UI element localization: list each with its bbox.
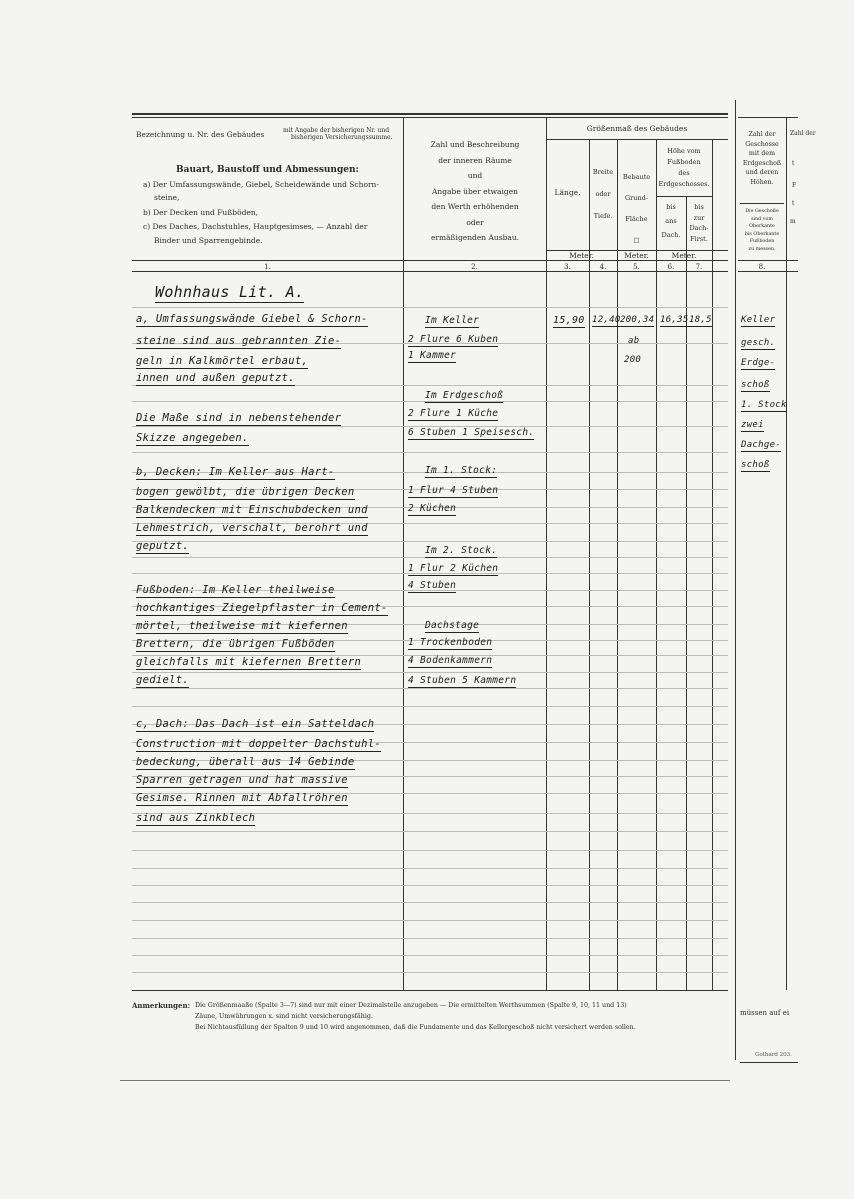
col1-entry-17: gedielt.	[136, 674, 189, 686]
col1-item-c2: Binder und Sparrengebinde.	[154, 236, 263, 245]
col1-item-a: a) Der Umfassungswände, Giebel, Scheidewände und Schorn-	[143, 180, 379, 189]
page-edge	[735, 100, 736, 1060]
col2-entry-4: 2 Flure 1 Küche	[408, 408, 499, 419]
col8-entry-2: Erdge-	[741, 358, 776, 368]
notes-line-3: Bei Nichtausfüllung der Spalten 9 und 10 wird angenommen, daß die Fundamente und das Kellergeschoß nicht versichert werden sollen.	[195, 1024, 636, 1031]
colnum-5: 5.	[633, 263, 640, 271]
height-divider	[656, 196, 712, 197]
rule-0	[132, 307, 728, 308]
entry-area-2: ab	[628, 336, 640, 346]
col8note-line-3: bis Oberkante	[744, 231, 780, 237]
rule-20	[132, 706, 728, 707]
col1-entry-4: innen und außen geputzt.	[136, 372, 295, 384]
right-fragment-2: F	[792, 182, 797, 189]
rule-28	[132, 850, 728, 851]
notes-line-1: Die Größenmaaße (Spalte 3—7) sind nur mit einer Dezimalstelle anzugeben — Die ermittelten Werthsummen (Spalte 9, 10, 11 und 13)	[195, 1002, 627, 1009]
hgrouphead-line-3: Erdgeschosses.	[658, 180, 710, 188]
col1-entry-0: Wohnhaus Lit. A.	[155, 283, 305, 301]
col1-entry-13: hochkantiges Ziegelpflaster in Cement-	[136, 602, 388, 614]
col8note-line-1: sind vom	[751, 216, 773, 222]
col2head-line-6: ermäßigenden Ausbau.	[430, 233, 520, 242]
col1-item-b: b) Der Decken und Fußböden,	[143, 208, 259, 217]
col1-entry-1: a, Umfassungswände Giebel & Schorn-	[136, 313, 368, 325]
right-fragment-4: m	[790, 218, 796, 225]
col1-entry-20: bedeckung, überall aus 14 Gebinde	[136, 756, 355, 768]
col1-entry-21: Sparren getragen und hat massive	[136, 774, 348, 786]
col8note-line-4: Fußboden	[749, 239, 775, 244]
col8head-line-2: mit dem	[748, 150, 776, 157]
entry-width: 12,40	[592, 315, 621, 325]
col6head-line-1: ans	[665, 217, 677, 225]
colnum-3: 3.	[564, 263, 571, 271]
col4head-line-1: oder	[595, 190, 611, 198]
col2head-line-3: Angabe über etwaigen	[432, 186, 518, 196]
col8head-line-1: Geschosse	[745, 140, 779, 148]
right-fragment-1: t	[792, 160, 795, 167]
rule-19	[132, 688, 728, 689]
entry-length: 15,90	[553, 315, 585, 326]
right-top-border	[738, 117, 798, 118]
right-bottom-line	[740, 1062, 798, 1063]
page-fold-line	[120, 1080, 730, 1081]
rule-29	[132, 868, 728, 869]
rule-35	[132, 972, 728, 973]
col1-entry-10: Lehmestrich, verschalt, berohrt und	[136, 522, 368, 534]
col4head-line-2: Tiefe.	[593, 212, 613, 220]
rule-33	[132, 938, 728, 939]
right-fragment-3: t	[792, 200, 795, 207]
right-fragment-0: Zahl der	[790, 130, 816, 137]
col2-entry-12: Dachstage	[425, 620, 480, 631]
col2head-line-2: und	[467, 171, 483, 180]
col1-entry-23: sind aus Zinkblech	[136, 812, 256, 824]
entry-height-roof: 16,35	[660, 315, 689, 325]
col2-entry-8: 2 Küchen	[408, 503, 457, 514]
colnum-8: 8.	[758, 263, 766, 271]
col2-entry-9: Im 2. Stock.	[425, 545, 498, 556]
printer-mark: Gothard 203.	[755, 1052, 792, 1058]
col-line-1	[403, 117, 404, 990]
col5head-line-2: Fläche	[625, 215, 648, 223]
col1-item-a2: steine,	[154, 193, 180, 202]
col1-entry-14: mörtel, theilweise mit kiefernen	[136, 620, 348, 632]
notes-right-fragment: müssen auf ei	[740, 1009, 790, 1017]
rule-31	[132, 902, 728, 903]
right-header-divider	[738, 260, 798, 261]
col2head-line-4: den Werth erhöhenden	[431, 202, 519, 211]
col2-entry-0: Im Keller	[425, 315, 480, 326]
bottom-border	[132, 990, 728, 991]
col2-entry-11: 4 Stuben	[408, 580, 457, 591]
col2-entry-10: 1 Flur 2 Küchen	[408, 563, 499, 574]
col1-item-c: c) Des Daches, Dachstuhles, Hauptgesimses, — Anzahl der	[143, 222, 368, 231]
col1-title-note-1: mit Angabe der bisherigen Nr. und	[283, 127, 390, 134]
hgrouphead-line-0: Höhe vom	[667, 147, 701, 155]
colnum-4: 4.	[599, 263, 607, 271]
meter-label-1: Meter.	[569, 251, 594, 260]
col2-entry-6: Im 1. Stock:	[425, 465, 498, 476]
col2-entry-15: 4 Stuben 5 Kammern	[408, 675, 517, 686]
meter-label-2: Meter.	[624, 251, 649, 260]
col1-entry-6: Skizze angegeben.	[136, 432, 249, 444]
colnum-2: 2.	[471, 263, 478, 271]
col8note-line-2: Oberkante	[749, 224, 775, 229]
col8-entry-4: 1. Stock	[741, 400, 787, 410]
notes-line-2: Zäune, Umwährungen x. sind nicht versicherungsfähig.	[195, 1013, 373, 1020]
col5head-line-0: Bebaute	[622, 173, 651, 181]
col2-entry-13: 1 Trockenboden	[408, 637, 493, 648]
rule-5	[132, 452, 728, 453]
col1-entry-16: gleichfalls mit kiefernen Brettern	[136, 656, 362, 668]
col7head-line-1: zur	[693, 213, 705, 222]
col1-entry-22: Gesimse. Rinnen mit Abfallröhren	[136, 792, 348, 804]
col8-note-divider	[740, 203, 784, 204]
col2-entry-3: Im Erdgeschoß	[425, 390, 504, 401]
col6head-line-0: bis	[666, 203, 676, 211]
col2-entry-2: 1 Kammer	[408, 350, 457, 361]
col8-entry-0: Keller	[741, 315, 776, 325]
col1-entry-11: geputzt.	[136, 540, 189, 552]
col1-entry-5: Die Maße sind in nebenstehender	[136, 412, 342, 424]
group-title: Größenmaß des Gebäudes	[586, 124, 688, 133]
col2head-line-0: Zahl und Beschreibung	[430, 140, 520, 149]
col2-entry-14: 4 Bodenkammern	[408, 655, 493, 666]
col1-title: Bezeichnung u. Nr. des Gebäudes	[136, 130, 265, 139]
col8head-line-3: Erdgeschoß	[742, 159, 782, 167]
group-divider	[546, 139, 728, 140]
col3-label: Länge.	[554, 188, 581, 197]
col8-entry-6: Dachge-	[741, 440, 782, 450]
col7head-line-3: First.	[690, 234, 708, 243]
rule-32	[132, 920, 728, 921]
right-col-line	[786, 117, 787, 990]
col8-entry-3: schoß	[741, 380, 770, 390]
meter-label-3: Meter.	[671, 251, 697, 260]
col1-entry-9: Balkendecken mit Einschubdecken und	[136, 504, 368, 516]
hgrouphead-line-1: Fußboden	[667, 158, 701, 166]
col1-entry-3: geln in Kalkmörtel erbaut,	[136, 355, 309, 367]
entry-height-ridge: 18,5	[689, 315, 712, 325]
rule-30	[132, 885, 728, 886]
notes-label: Anmerkungen:	[132, 1001, 191, 1010]
entry-area-3: 200	[624, 355, 642, 365]
col8note-line-5: zu messen.	[748, 246, 776, 252]
col1-subtitle: Bauart, Baustoff und Abmessungen:	[176, 165, 359, 175]
rule-18	[132, 672, 728, 673]
colnum-7: 7.	[695, 263, 703, 271]
rule-34	[132, 955, 728, 956]
col1-entry-19: Construction mit doppelter Dachstuhl-	[136, 738, 381, 750]
col8-entry-7: schoß	[741, 460, 770, 470]
col-line-2	[546, 117, 547, 990]
col5head-line-3: □	[633, 236, 640, 244]
col1-entry-18: c, Dach: Das Dach ist ein Satteldach	[136, 718, 375, 730]
col2head-line-1: der inneren Räume	[438, 155, 512, 165]
top-border-inner	[132, 117, 728, 118]
col1-title-note-2: bisherigen Versicherungssumme.	[291, 134, 393, 141]
col2-entry-7: 1 Flur 4 Stuben	[408, 485, 499, 496]
col8note-line-0: Die Geschoße	[745, 209, 779, 214]
col6head-line-2: Dach.	[661, 231, 681, 239]
entry-area-1: 200,34	[620, 315, 655, 325]
col8-entry-5: zwei	[741, 420, 764, 430]
col5head-line-1: Grund-	[624, 194, 649, 202]
col1-entry-2: steine sind aus gebrannten Zie-	[136, 335, 342, 347]
col2-entry-5: 6 Stuben 1 Speisesch.	[408, 427, 535, 438]
col2-entry-1: 2 Flure 6 Kuben	[408, 334, 499, 345]
col-line-7	[712, 139, 713, 990]
col4head-line-0: Breite	[592, 168, 614, 176]
top-border	[132, 113, 728, 115]
rule-10	[132, 541, 728, 542]
col1-entry-7: b, Decken: Im Keller aus Hart-	[136, 466, 335, 478]
col8-entry-1: gesch.	[741, 338, 776, 348]
col7head-line-2: Dach-	[689, 224, 709, 232]
col8head-line-0: Zahl der	[748, 131, 776, 138]
colnum-6: 6.	[667, 263, 675, 271]
col8head-line-5: Höhen.	[750, 178, 774, 186]
col1-entry-15: Brettern, die übrigen Fußböden	[136, 638, 335, 650]
hgrouphead-line-2: des	[678, 169, 690, 177]
colnum-1: 1.	[264, 263, 271, 271]
col8head-line-4: und deren	[745, 169, 779, 176]
col1-entry-12: Fußboden: Im Keller theilweise	[136, 584, 335, 596]
rule-27	[132, 831, 728, 832]
col7head-line-0: bis	[694, 203, 704, 211]
col2head-line-5: oder	[466, 217, 484, 227]
col1-entry-8: bogen gewölbt, die übrigen Decken	[136, 486, 355, 498]
